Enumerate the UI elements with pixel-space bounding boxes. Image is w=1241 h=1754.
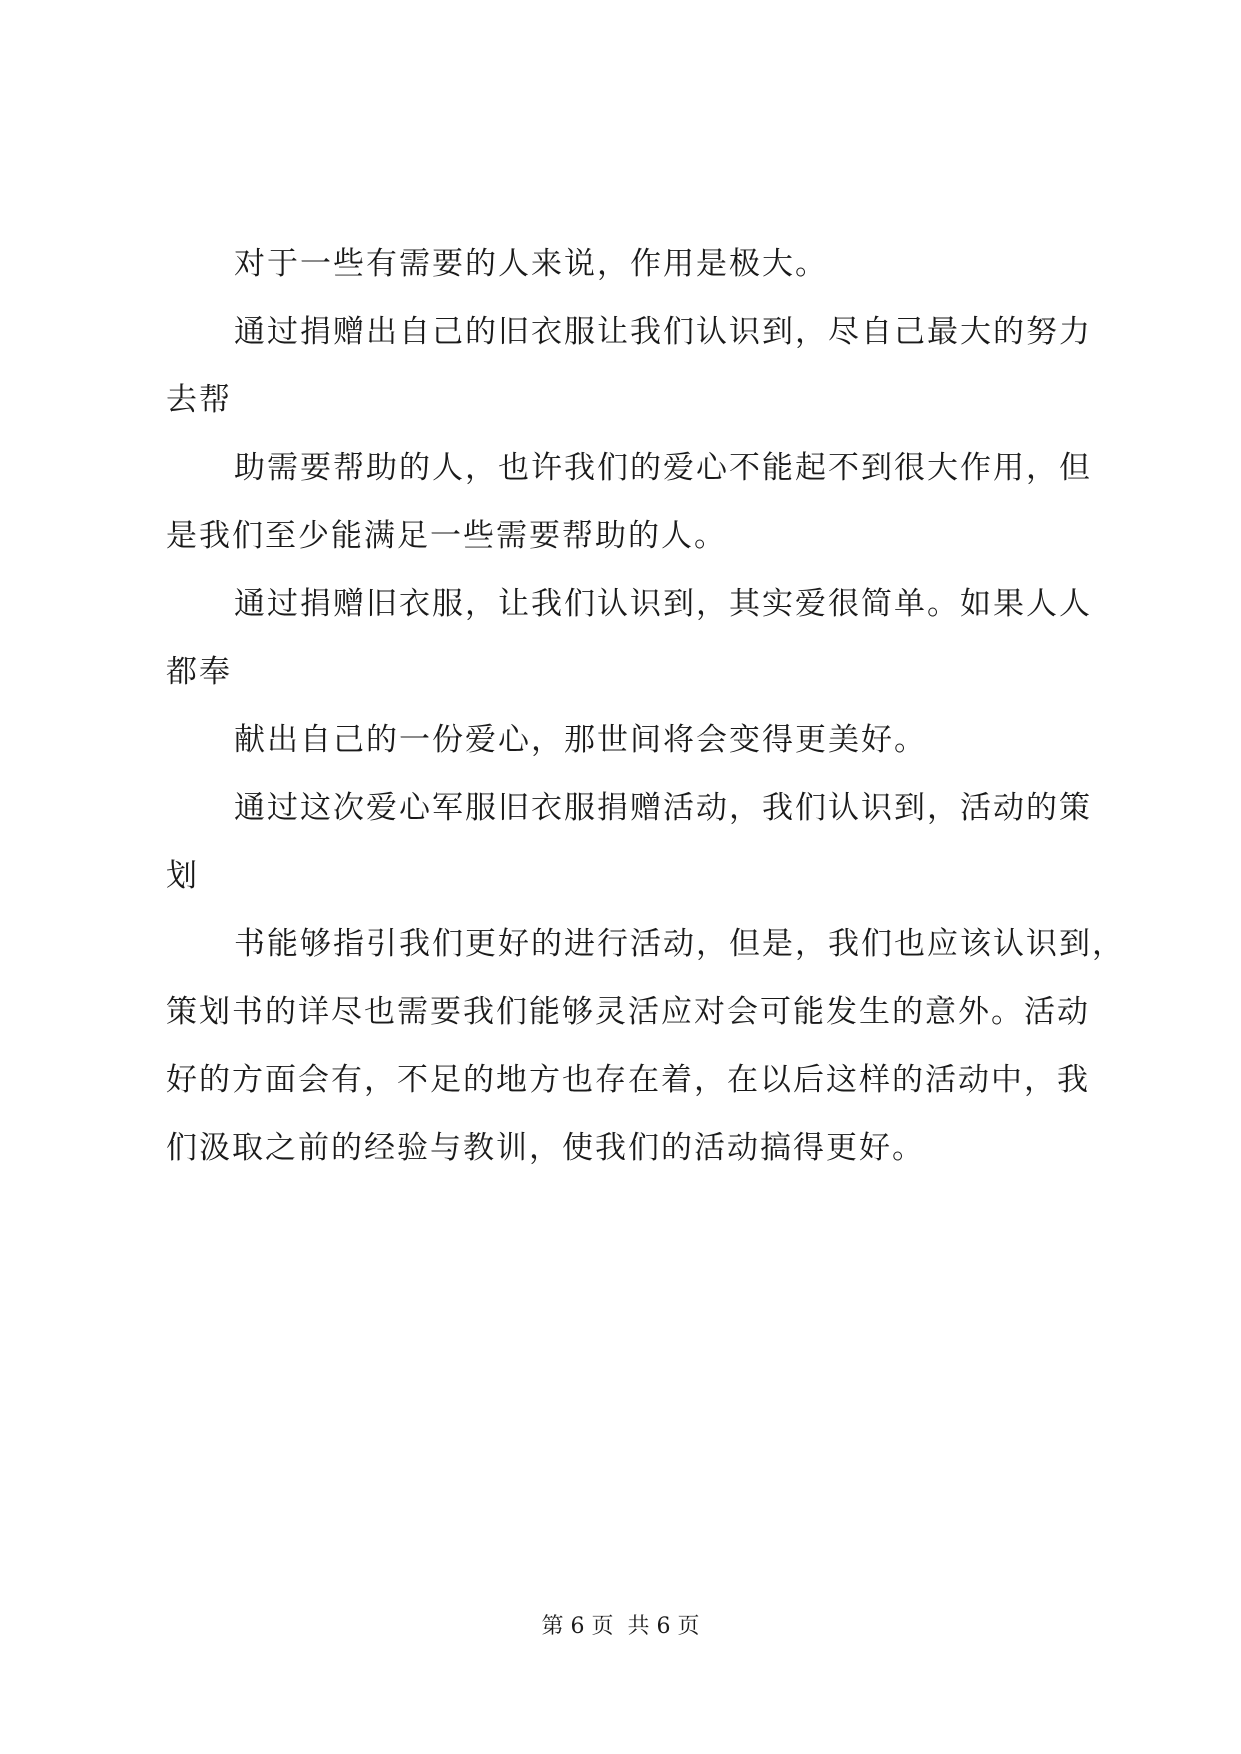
text-line: 好的方面会有，不足的地方也存在着，在以后这样的活动中，我	[166, 1062, 1090, 1098]
text-line: 献出自己的一份爱心，那世间将会变得更美好。	[234, 722, 927, 758]
text-line: 书能够指引我们更好的进行活动，但是，我们也应该认识到，	[234, 926, 1125, 962]
text-line: 通过捐赠出自己的旧衣服让我们认识到，尽自己最大的努力	[234, 314, 1092, 350]
text-line: 通过这次爱心军服旧衣服捐赠活动，我们认识到，活动的策	[234, 790, 1092, 826]
text-line: 对于一些有需要的人来说，作用是极大。	[234, 246, 828, 282]
text-line: 是我们至少能满足一些需要帮助的人。	[166, 518, 727, 554]
body-text	[166, 230, 1125, 1182]
text-line: 们汲取之前的经验与教训，使我们的活动搞得更好。	[166, 1130, 925, 1166]
text-line: 都奉	[166, 654, 232, 690]
page-number-total: 共 6 页	[627, 1614, 700, 1639]
text-line: 去帮	[166, 382, 232, 418]
text-line: 策划书的详尽也需要我们能够灵活应对会可能发生的意外。活动	[166, 994, 1090, 1030]
text-line: 划	[166, 858, 199, 894]
text-line: 通过捐赠旧衣服，让我们认识到，其实爱很简单。如果人人	[234, 586, 1092, 622]
page-footer	[0, 1612, 1241, 1642]
page-number-current: 第 6 页	[541, 1614, 614, 1639]
text-line: 助需要帮助的人，也许我们的爱心不能起不到很大作用，但	[234, 450, 1092, 486]
